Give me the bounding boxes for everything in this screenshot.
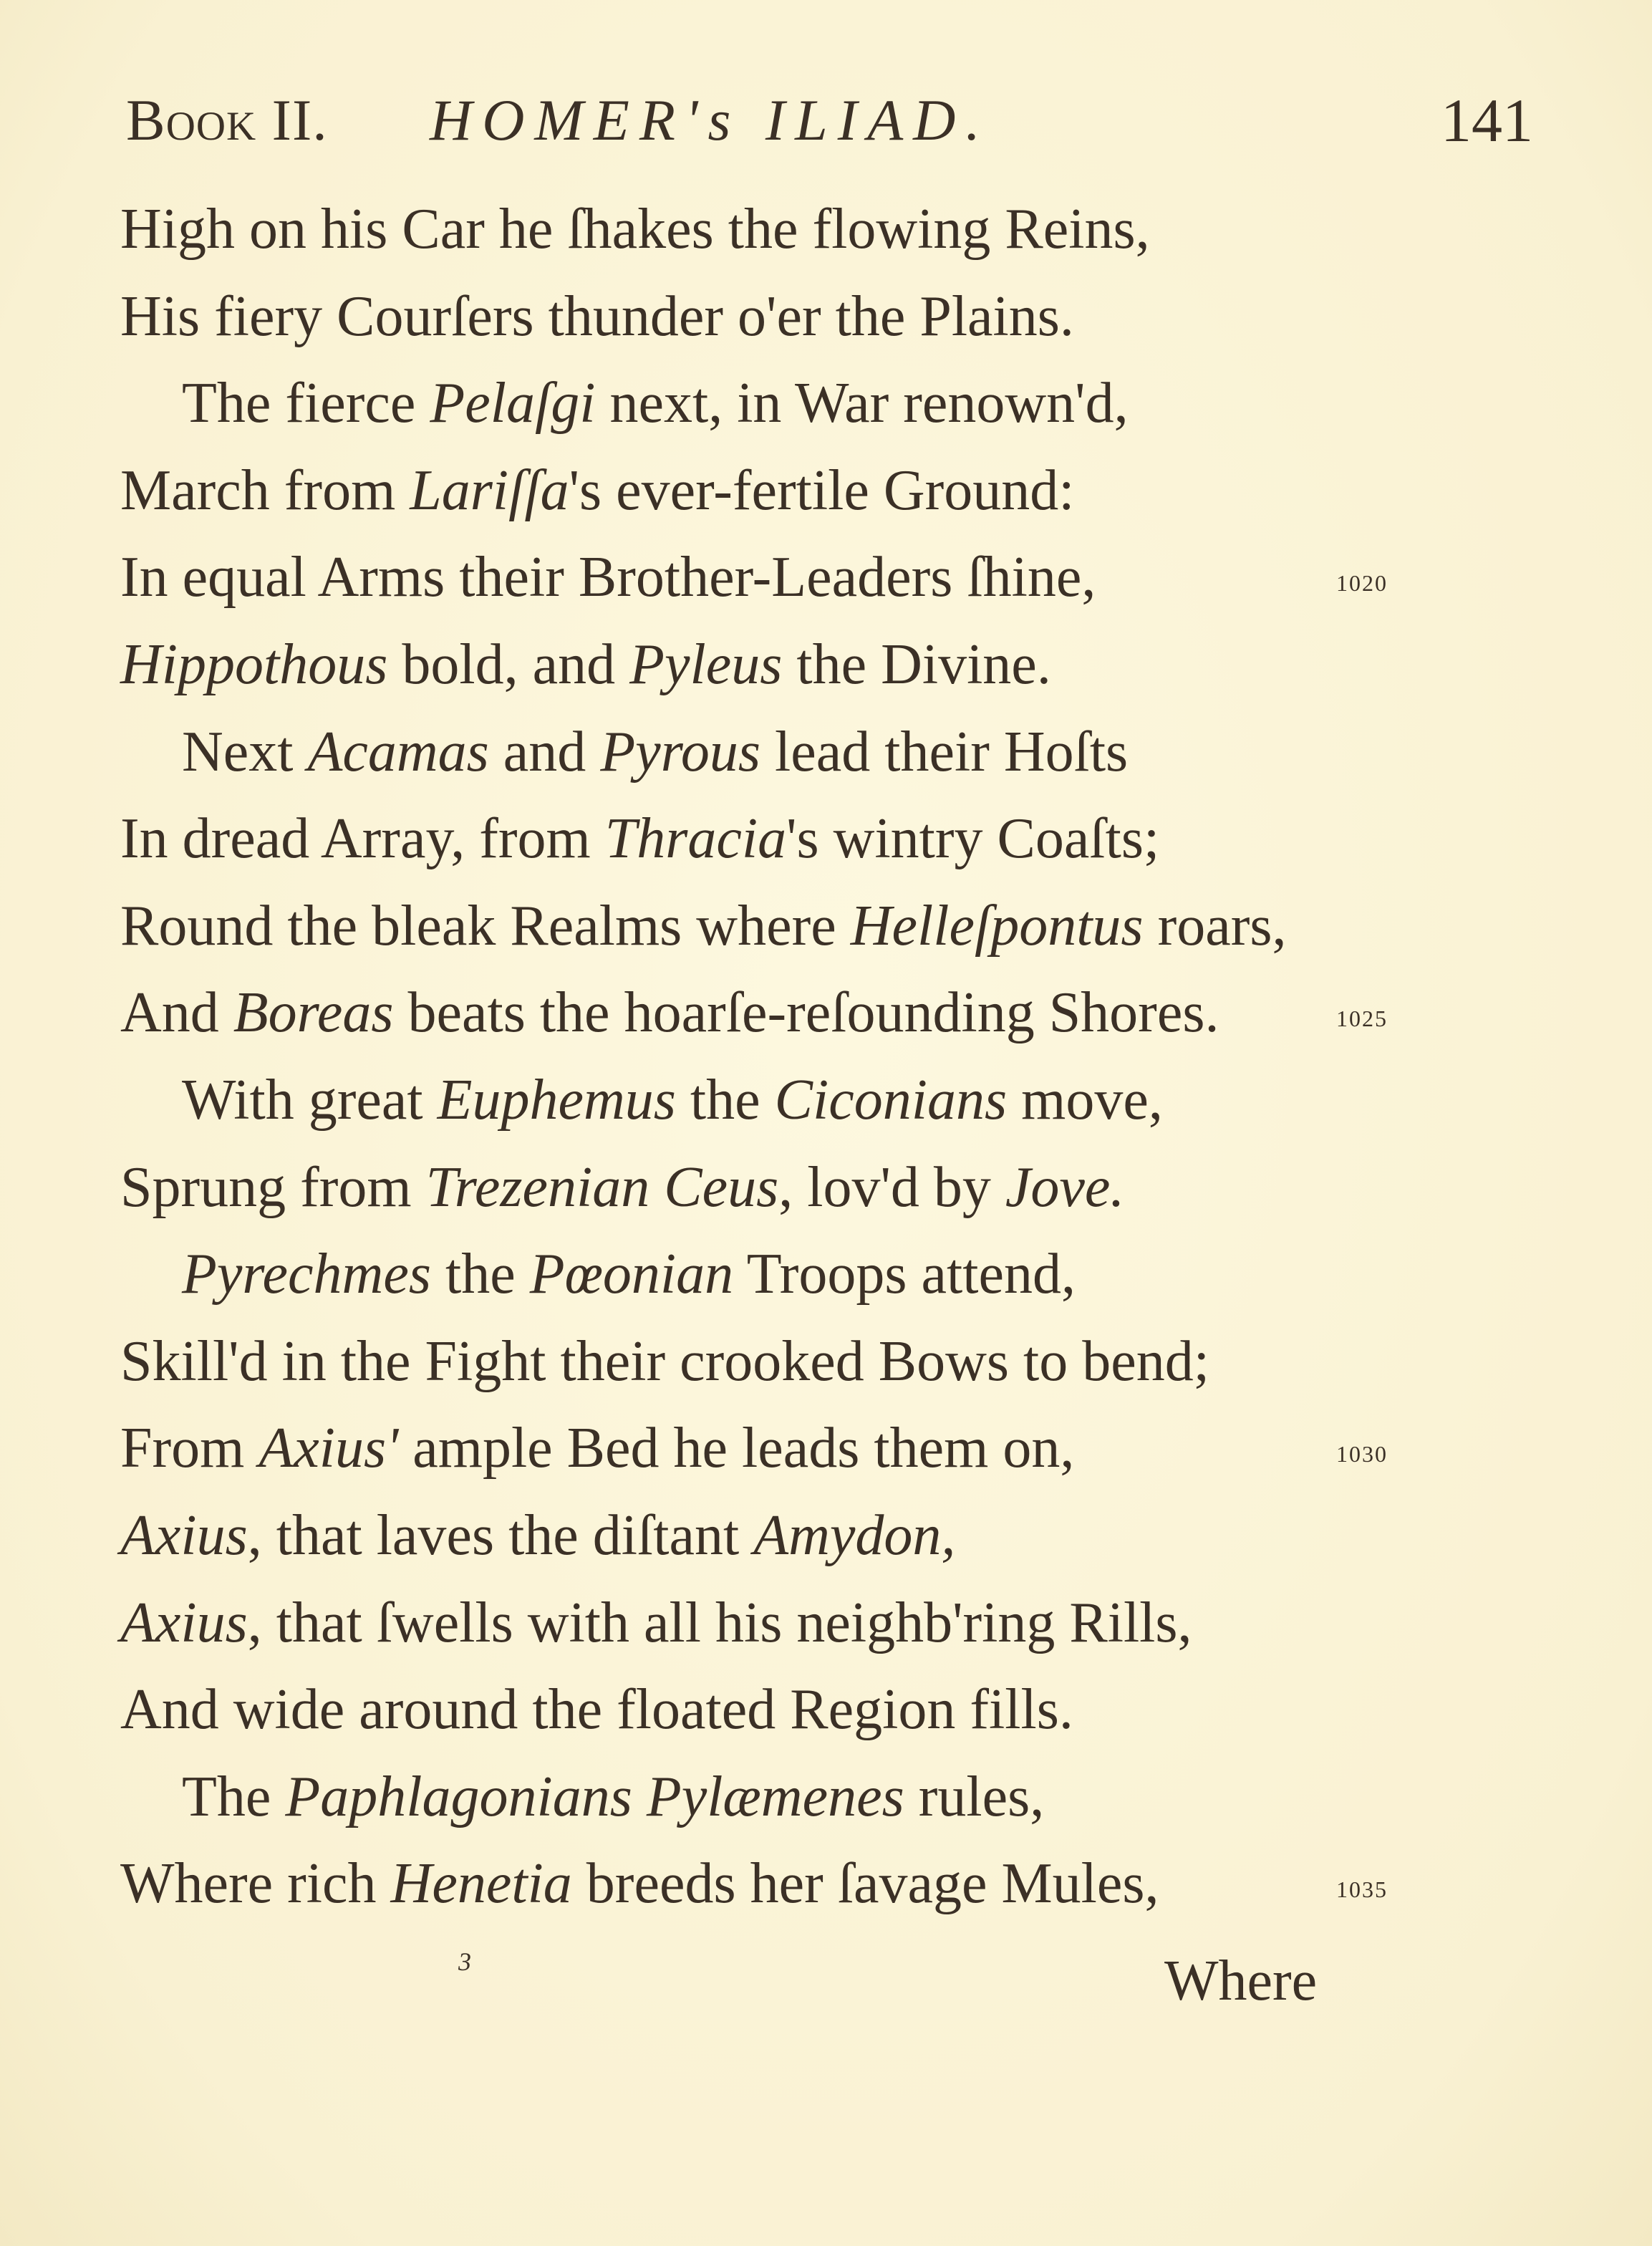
catchword: Where bbox=[1164, 1949, 1318, 2013]
verse-line bbox=[120, 1848, 1159, 1919]
running-head-title: HOMER's ILIAD. bbox=[430, 87, 990, 153]
verse-text-segment: the bbox=[675, 1069, 775, 1132]
verse-text-segment: the Divine. bbox=[782, 633, 1051, 696]
verse-text-segment: , lov'd by bbox=[778, 1155, 1005, 1219]
italic-name: Pyleus bbox=[629, 633, 783, 696]
verse-text-segment: And bbox=[120, 981, 233, 1045]
verse-text-segment: From bbox=[120, 1417, 259, 1480]
italic-name: Boreas bbox=[233, 981, 394, 1045]
verse-text-segment: 's wintry Coaſts; bbox=[786, 807, 1160, 871]
verse-line bbox=[120, 977, 1219, 1049]
italic-name: Helleſpontus bbox=[850, 894, 1144, 958]
verse-line bbox=[120, 541, 1096, 613]
verse-text-segment: , that ſwells with all his neighb'ring Rills, bbox=[247, 1591, 1192, 1654]
verse-text-segment: beats the hoarſe-reſounding Shores. bbox=[393, 981, 1219, 1045]
italic-name: Acamas bbox=[307, 720, 489, 784]
verse-line bbox=[120, 1326, 1209, 1397]
verse-line bbox=[182, 716, 1128, 788]
verse-line bbox=[120, 1500, 955, 1571]
line-number: 1035 bbox=[1336, 1876, 1388, 1903]
verse-text-segment: lead their Hoſts bbox=[760, 720, 1129, 784]
italic-name: Pyrechmes bbox=[182, 1243, 431, 1306]
italic-name: Jove. bbox=[1005, 1155, 1125, 1219]
italic-name: Trezenian Ceus bbox=[425, 1155, 779, 1219]
verse-text-segment: roars, bbox=[1143, 894, 1287, 958]
verse-line bbox=[120, 193, 1150, 265]
verse-line bbox=[120, 455, 1074, 526]
verse-line bbox=[182, 1064, 1163, 1136]
verse-text-segment: the bbox=[430, 1243, 530, 1306]
italic-name: Pyrous bbox=[600, 720, 760, 784]
italic-name: Ciconians bbox=[774, 1069, 1008, 1132]
verse-text-segment: Round the bleak Realms where bbox=[120, 894, 851, 958]
line-number: 1020 bbox=[1336, 570, 1388, 597]
verse-text-segment: 's ever-fertile Ground: bbox=[569, 458, 1075, 522]
running-head-book: Book II. bbox=[126, 87, 328, 153]
verse-text-segment: and bbox=[488, 720, 601, 784]
verse-text-segment: Troops attend, bbox=[733, 1243, 1076, 1306]
verse-text-segment: Skill'd in the Fight their crooked Bows to bend; bbox=[120, 1329, 1209, 1393]
verse-text-segment: breeds her ſavage Mules, bbox=[571, 1852, 1159, 1916]
verse-text-segment: ample Bed he leads them on, bbox=[398, 1417, 1075, 1480]
line-number: 1025 bbox=[1336, 1006, 1388, 1032]
italic-name: Thracia bbox=[604, 807, 787, 871]
verse-line bbox=[120, 281, 1074, 352]
italic-name: Henetia bbox=[390, 1852, 572, 1916]
verse-line bbox=[120, 1587, 1192, 1659]
italic-name: Hippothous bbox=[120, 633, 388, 696]
verse-line bbox=[120, 890, 1286, 962]
verse-text-segment: rules, bbox=[904, 1765, 1045, 1828]
signature-mark: 3 bbox=[458, 1947, 471, 1976]
italic-name: Axius' bbox=[259, 1417, 399, 1480]
verse-text-segment: High on his Car he ſhakes the flowing Reins, bbox=[120, 198, 1150, 261]
verse-text-segment: Sprung from bbox=[120, 1155, 426, 1219]
italic-name: Lariſſa bbox=[410, 458, 569, 522]
italic-name: Pœonian bbox=[529, 1243, 734, 1306]
verse-text-segment: move, bbox=[1007, 1069, 1163, 1132]
italic-name: Axius bbox=[120, 1504, 248, 1567]
verse-line bbox=[182, 1761, 1044, 1833]
verse-text-segment: The fierce bbox=[182, 372, 430, 435]
verse-text-segment: , that laves the diſtant bbox=[247, 1504, 754, 1567]
verse-text-segment: And wide around the floated Region fills. bbox=[120, 1678, 1073, 1742]
italic-name: Amydon, bbox=[753, 1504, 956, 1567]
verse-text-segment: bold, and bbox=[387, 633, 630, 696]
italic-name: Pelaſgi bbox=[430, 372, 596, 435]
italic-name: Paphlagonians Pylæmenes bbox=[285, 1765, 904, 1828]
verse-line bbox=[182, 367, 1129, 439]
verse-line bbox=[120, 629, 1051, 700]
verse-line bbox=[120, 803, 1159, 874]
verse-text-segment: March from bbox=[120, 458, 410, 522]
verse-line bbox=[120, 1674, 1073, 1745]
verse-text-segment: In equal Arms their Brother-Leaders ſhine, bbox=[120, 546, 1096, 609]
italic-name: Euphemus bbox=[437, 1069, 676, 1132]
verse-text-segment: Where rich bbox=[120, 1852, 391, 1916]
verse-text-segment: His fiery Courſers thunder o'er the Plains. bbox=[120, 284, 1074, 348]
verse-text-segment: With great bbox=[182, 1069, 438, 1132]
verse-line bbox=[182, 1238, 1076, 1310]
verse-text-segment: next, in War renown'd, bbox=[595, 372, 1129, 435]
verse-text-segment: Next bbox=[182, 720, 308, 784]
verse-line bbox=[120, 1412, 1074, 1484]
page-number: 141 bbox=[1441, 86, 1533, 155]
verse-text-segment: In dread Array, from bbox=[120, 807, 605, 871]
verse-line bbox=[120, 1152, 1124, 1223]
verse-text-segment: The bbox=[182, 1765, 286, 1828]
italic-name: Axius bbox=[120, 1591, 248, 1654]
line-number: 1030 bbox=[1336, 1441, 1388, 1467]
